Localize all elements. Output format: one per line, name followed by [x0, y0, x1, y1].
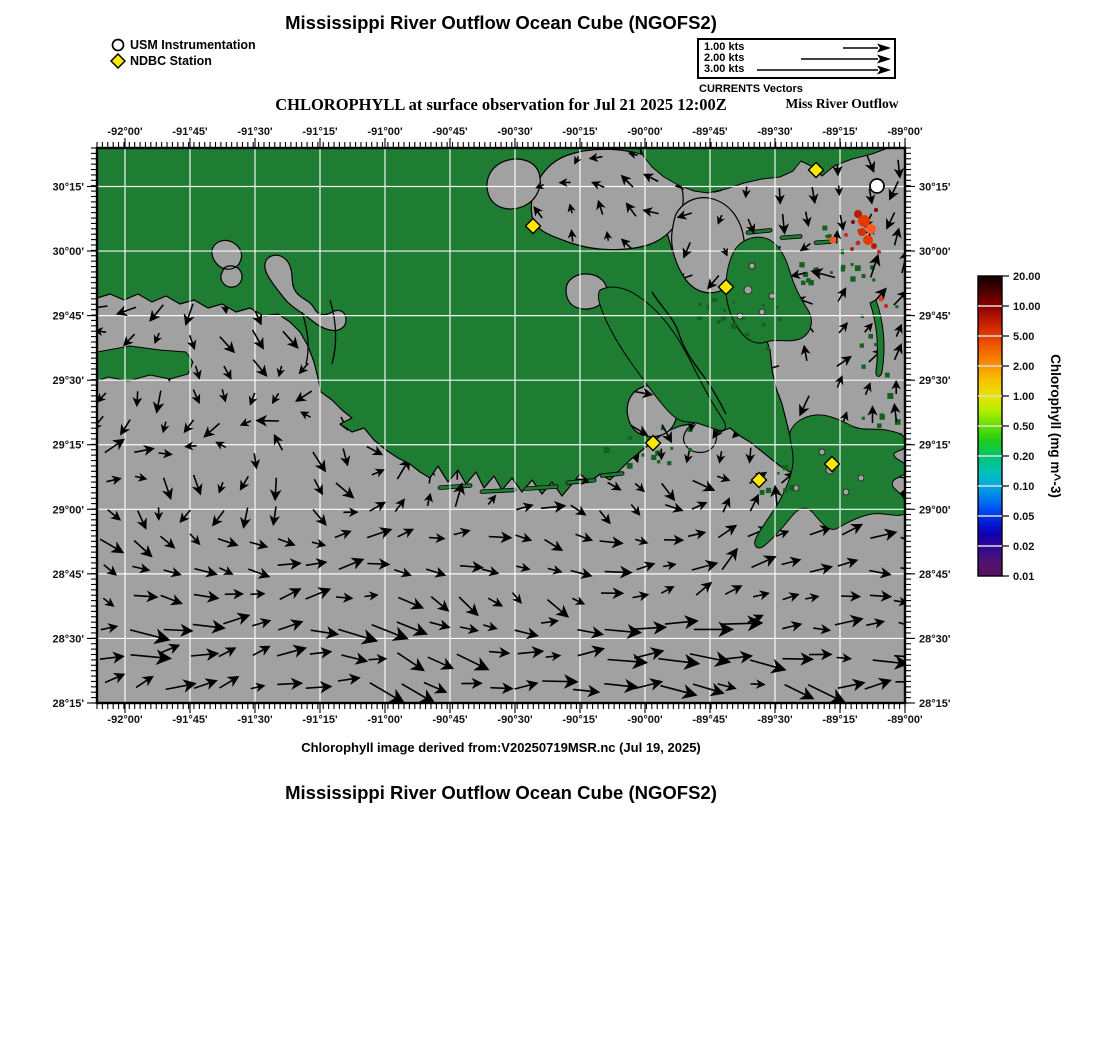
- marsh-speckle: [877, 423, 882, 428]
- marsh-speckle: [716, 299, 719, 302]
- currents-caption: CURRENTS Vectors: [699, 83, 803, 95]
- marsh-speckle: [778, 317, 782, 321]
- marsh-speckle: [642, 453, 645, 456]
- chlorophyll-patch: [858, 228, 866, 236]
- currents-scale-1kt-label: 1.00 kts: [704, 41, 745, 53]
- lat-tick-label: 29°15': [919, 439, 951, 452]
- colorbar-tick-label: 0.50: [1013, 421, 1035, 433]
- marsh-speckle: [895, 305, 898, 308]
- marsh-speckle: [742, 317, 745, 320]
- currents-scale-2kt-label: 2.00 kts: [704, 52, 745, 64]
- lon-tick-label: -91°30': [237, 126, 273, 138]
- chlorophyll-patch: [874, 208, 878, 212]
- marsh-speckle: [766, 346, 770, 350]
- lat-tick-label: 29°00': [52, 504, 84, 517]
- usm-legend-label: USM Instrumentation: [130, 37, 256, 52]
- colorbar-tick-label: 2.00: [1013, 361, 1035, 373]
- chlorophyll-patch: [830, 237, 837, 244]
- marsh-speckle: [627, 463, 633, 469]
- lon-tick-label: -90°45': [432, 126, 468, 138]
- lat-tick-label: 28°45': [919, 568, 951, 581]
- marsh-speckle: [717, 320, 721, 324]
- chlorophyll-patch: [866, 224, 876, 234]
- marsh-pond: [759, 309, 765, 315]
- chlorophyll-patch: [871, 243, 877, 249]
- marsh-speckle: [731, 323, 737, 329]
- marsh-speckle: [851, 263, 854, 266]
- lat-tick-label: 30°15': [52, 181, 84, 194]
- marsh-speckle: [808, 280, 813, 285]
- lat-tick-label: 29°30': [919, 375, 951, 388]
- marsh-speckle: [872, 278, 875, 281]
- marsh-speckle: [667, 461, 671, 465]
- marsh-speckle: [766, 488, 771, 493]
- marsh-speckle: [840, 266, 845, 271]
- map-canvas: [79, 136, 936, 704]
- lon-tick-label: -91°45': [172, 714, 208, 726]
- marsh-speckle: [732, 301, 734, 303]
- chlorophyll-patch: [884, 304, 888, 308]
- chlorophyll-patch: [844, 233, 848, 237]
- colorbar-tick-label: 0.10: [1013, 481, 1035, 493]
- lat-tick-label: 29°15': [52, 439, 84, 452]
- footer-title: Mississippi River Outflow Ocean Cube (NGOFS2): [285, 782, 717, 803]
- lon-tick-label: -92°00': [107, 126, 143, 138]
- lat-tick-label: 29°30': [52, 375, 84, 388]
- lat-tick-label: 28°15': [919, 697, 951, 710]
- marsh-speckle: [850, 276, 855, 281]
- lon-tick-label: -89°00': [887, 126, 923, 138]
- marsh-speckle: [657, 460, 660, 463]
- lon-tick-label: -89°45': [692, 126, 728, 138]
- marsh-speckle: [822, 226, 827, 231]
- lat-tick-label: 29°00': [919, 504, 951, 517]
- marsh-speckle: [760, 490, 765, 495]
- lat-tick-label: 28°30': [919, 633, 951, 646]
- lon-tick-label: -91°45': [172, 126, 208, 138]
- lon-tick-label: -90°00': [627, 126, 663, 138]
- marsh-speckle: [862, 274, 866, 278]
- chlorophyll-patch: [879, 297, 884, 302]
- lon-tick-label: -89°45': [692, 714, 728, 726]
- currents-scale-3kt-label: 3.00 kts: [704, 63, 745, 75]
- colorbar-axis-label: Chlorophyll (mg m^-3): [1048, 354, 1063, 498]
- marsh-speckle: [762, 303, 765, 306]
- marsh-pond: [819, 449, 825, 455]
- colorbar-tick-label: 0.20: [1013, 451, 1035, 463]
- marsh-speckle: [801, 281, 806, 286]
- colorbar-tick-label: 0.01: [1013, 571, 1035, 583]
- marsh-speckle: [880, 414, 885, 419]
- colorbar-tick-label: 0.02: [1013, 541, 1035, 553]
- marsh-speckle: [706, 304, 709, 307]
- lon-tick-label: -89°00': [887, 714, 923, 726]
- lat-tick-label: 28°45': [52, 568, 84, 581]
- marsh-speckle: [699, 303, 702, 306]
- lat-tick-label: 30°00': [919, 246, 951, 259]
- lon-tick-label: -91°00': [367, 714, 403, 726]
- page-title: Mississippi River Outflow Ocean Cube (NGOFS2): [285, 12, 717, 33]
- map-subtitle: CHLOROPHYLL at surface observation for Jul 21 2025 12:00Z: [275, 95, 727, 114]
- marsh-speckle: [723, 309, 726, 312]
- colorbar: [978, 271, 1063, 583]
- marsh-speckle: [885, 373, 890, 378]
- marsh-speckle: [789, 485, 794, 490]
- lat-tick-label: 29°45': [52, 310, 84, 323]
- colorbar-tick-label: 20.00: [1013, 271, 1041, 283]
- marsh-speckle: [825, 235, 828, 238]
- marsh-pond: [744, 286, 752, 294]
- chlorophyll-patch: [856, 241, 861, 246]
- lon-tick-label: -90°30': [497, 126, 533, 138]
- chlorophyll-patch: [850, 247, 854, 251]
- ndbc-legend-label: NDBC Station: [130, 53, 212, 68]
- marsh-speckle: [799, 262, 804, 267]
- marsh-speckle: [848, 424, 851, 427]
- marsh-speckle: [861, 365, 865, 369]
- marsh-speckle: [830, 271, 833, 274]
- marsh-speckle: [783, 465, 788, 470]
- marsh-speckle: [776, 306, 779, 309]
- chlorophyll-patch: [877, 250, 881, 254]
- lon-tick-label: -90°15': [562, 714, 598, 726]
- marsh-pond: [843, 489, 849, 495]
- chlorophyll-patch: [863, 235, 873, 245]
- marsh-speckle: [887, 393, 893, 399]
- lon-tick-label: -91°00': [367, 126, 403, 138]
- marsh-speckle: [868, 334, 873, 339]
- lon-tick-label: -89°15': [822, 126, 858, 138]
- lon-tick-label: -90°30': [497, 714, 533, 726]
- marsh-speckle: [862, 417, 865, 420]
- lat-tick-label: 30°00': [52, 246, 84, 259]
- marsh-speckle: [860, 343, 864, 347]
- lon-tick-label: -91°30': [237, 714, 273, 726]
- lon-tick-label: -89°15': [822, 714, 858, 726]
- region-label: Miss River Outflow: [785, 96, 899, 111]
- lat-tick-label: 28°15': [52, 697, 84, 710]
- lat-tick-label: 28°30': [52, 633, 84, 646]
- marsh-speckle: [777, 472, 779, 474]
- colorbar-tick-label: 0.05: [1013, 511, 1035, 523]
- lon-tick-label: -90°15': [562, 126, 598, 138]
- marsh-speckle: [855, 265, 861, 271]
- lon-tick-label: -92°00': [107, 714, 143, 726]
- lon-tick-label: -90°00': [627, 714, 663, 726]
- colorbar-tick-label: 1.00: [1013, 391, 1035, 403]
- lon-tick-label: -90°45': [432, 714, 468, 726]
- usm-station-marker: [870, 179, 884, 193]
- marsh-pond: [749, 263, 755, 269]
- source-caption: Chlorophyll image derived from:V20250719MSR.nc (Jul 19, 2025): [301, 740, 701, 755]
- colorbar-tick-label: 10.00: [1013, 301, 1041, 313]
- marsh-speckle: [628, 436, 632, 440]
- marsh-island-band: [97, 346, 193, 381]
- barrier-island: [814, 240, 832, 245]
- marsh-speckle: [874, 343, 877, 346]
- marsh-speckle: [670, 447, 673, 450]
- chlorophyll-patch: [851, 220, 855, 224]
- marsh-speckle: [783, 488, 787, 492]
- lon-tick-label: -91°15': [302, 714, 338, 726]
- lon-tick-label: -89°30': [757, 714, 793, 726]
- lat-tick-label: 29°45': [919, 310, 951, 323]
- lat-tick-label: 30°15': [919, 181, 951, 194]
- lon-tick-label: -91°15': [302, 126, 338, 138]
- colorbar-tick-label: 5.00: [1013, 331, 1035, 343]
- marsh-pond: [858, 475, 864, 481]
- marsh-speckle: [762, 323, 765, 326]
- lon-tick-label: -89°30': [757, 126, 793, 138]
